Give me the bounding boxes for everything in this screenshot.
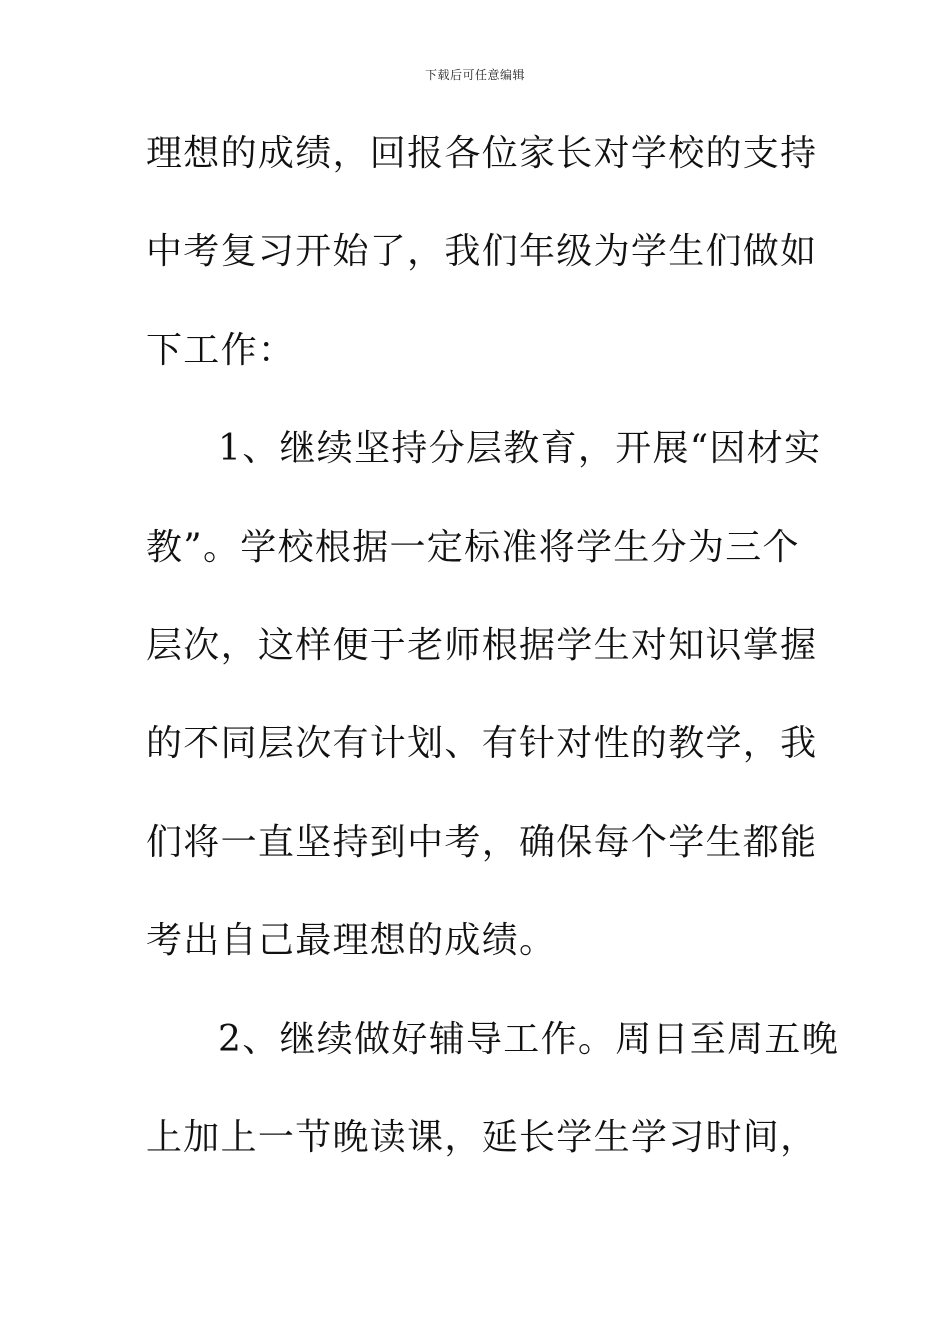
text-line: 理想的成绩，回报各位家长对学校的支持 <box>146 133 818 174</box>
text-line: 考出自己最理想的成绩。 <box>146 920 557 962</box>
text-line: 的不同层次有计划、有针对性的教学，我 <box>146 723 818 765</box>
text-line: 层次，这样便于老师根据学生对知识掌握 <box>146 624 818 666</box>
paragraph-start-line: 1、继续坚持分层教育，开展“因材实 <box>218 428 822 470</box>
page-header: 下载后可任意编辑 <box>424 68 525 82</box>
paragraph-start-line: 2、继续做好辅导工作。周日至周五晚 <box>218 1018 840 1060</box>
text-line: 上加上一节晚读课，延长学生学习时间， <box>146 1116 818 1158</box>
document-body <box>146 126 840 1208</box>
text-line: 们将一直坚持到中考，确保每个学生都能 <box>146 821 818 863</box>
text-line: 下工作： <box>146 329 296 371</box>
text-line: 中考复习开始了，我们年级为学生们做如 <box>146 231 818 273</box>
text-line: 教”。学校根据一定标准将学生分为三个 <box>146 526 800 568</box>
